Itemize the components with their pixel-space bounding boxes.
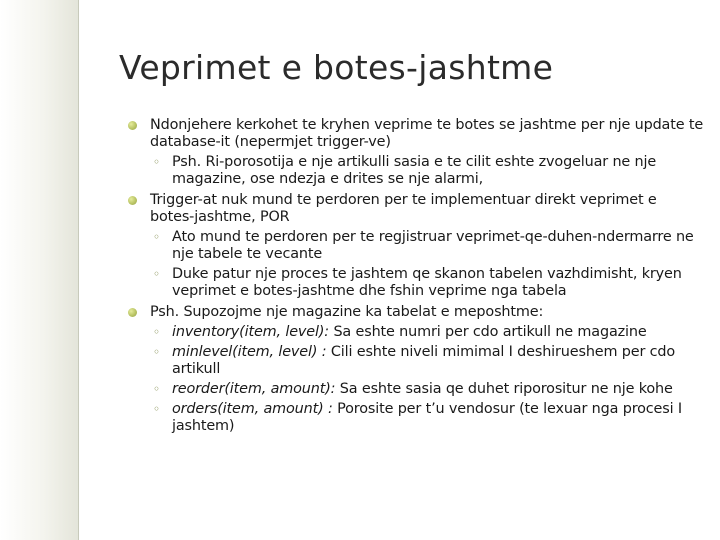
sub-bullet-list bbox=[150, 324, 704, 435]
sub-bullet-item bbox=[150, 401, 704, 435]
bullet-item bbox=[132, 304, 704, 435]
slide-title: Veprimet e botes-jashtme bbox=[119, 48, 554, 87]
sub-bullet-item bbox=[150, 324, 704, 341]
bullet-text: Ndonjehere kerkohet te kryhen veprime te botes se jashtme per nje update te database-it (nepermjet trigger-ve) bbox=[150, 117, 704, 150]
sub-bullet-item bbox=[150, 154, 704, 188]
bullet-item bbox=[132, 117, 704, 188]
table-term: orders(item, amount) : bbox=[172, 401, 333, 417]
ring-bullet-icon: ◦ bbox=[153, 267, 160, 281]
ring-bullet-icon: ◦ bbox=[153, 402, 160, 416]
circle-bullet-icon bbox=[128, 196, 137, 205]
sub-bullet-item bbox=[150, 266, 704, 300]
table-term: inventory(item, level): bbox=[172, 324, 329, 340]
ring-bullet-icon: ◦ bbox=[153, 345, 160, 359]
ring-bullet-icon: ◦ bbox=[153, 325, 160, 339]
sub-bullet-list bbox=[150, 154, 704, 188]
ring-bullet-icon: ◦ bbox=[153, 155, 160, 169]
bullet-text: Trigger-at nuk mund te perdoren per te implementuar direkt veprimet e botes-jashtme, POR bbox=[150, 192, 657, 225]
sub-bullet-item bbox=[150, 344, 704, 378]
ring-bullet-icon: ◦ bbox=[153, 230, 160, 244]
ring-bullet-icon: ◦ bbox=[153, 382, 160, 396]
sub-bullet-text: Duke patur nje proces te jashtem qe skanon tabelen vazhdimisht, kryen veprimet e botes-jashtme dhe fshin veprime nga tabela bbox=[172, 266, 682, 299]
circle-bullet-icon bbox=[128, 308, 137, 317]
sub-bullet-list bbox=[150, 229, 704, 300]
bullet-list bbox=[132, 117, 704, 435]
sub-bullet-text: Psh. Ri-porosotija e nje artikulli sasia e te cilit eshte zvogeluar ne nje magazine, ose ndezja e drites se nje alarmi, bbox=[172, 154, 657, 187]
table-term: minlevel(item, level) : bbox=[172, 344, 327, 360]
circle-bullet-icon bbox=[128, 121, 137, 130]
bullet-text: Psh. Supozojme nje magazine ka tabelat e meposhtme: bbox=[150, 304, 544, 320]
sub-bullet-text: Ato mund te perdoren per te regjistruar veprimet-qe-duhen-ndermarre ne nje tabele te vecante bbox=[172, 229, 694, 262]
sub-bullet-text: Sa eshte numri per cdo artikull ne magazine bbox=[333, 324, 647, 340]
left-divider-line bbox=[78, 0, 79, 540]
table-term: reorder(item, amount): bbox=[172, 381, 336, 397]
sub-bullet-text: Porosite per t’u vendosur (te lexuar nga procesi I jashtem) bbox=[172, 401, 682, 434]
sub-bullet-text: Sa eshte sasia qe duhet riporositur ne nje kohe bbox=[339, 381, 673, 397]
left-decorative-band bbox=[0, 0, 78, 540]
bullet-item bbox=[132, 192, 704, 300]
sub-bullet-item bbox=[150, 381, 704, 398]
sub-bullet-text: Cili eshte niveli mimimal I deshirueshem per cdo artikull bbox=[172, 344, 676, 377]
sub-bullet-item bbox=[150, 229, 704, 263]
slide-content bbox=[132, 117, 704, 439]
